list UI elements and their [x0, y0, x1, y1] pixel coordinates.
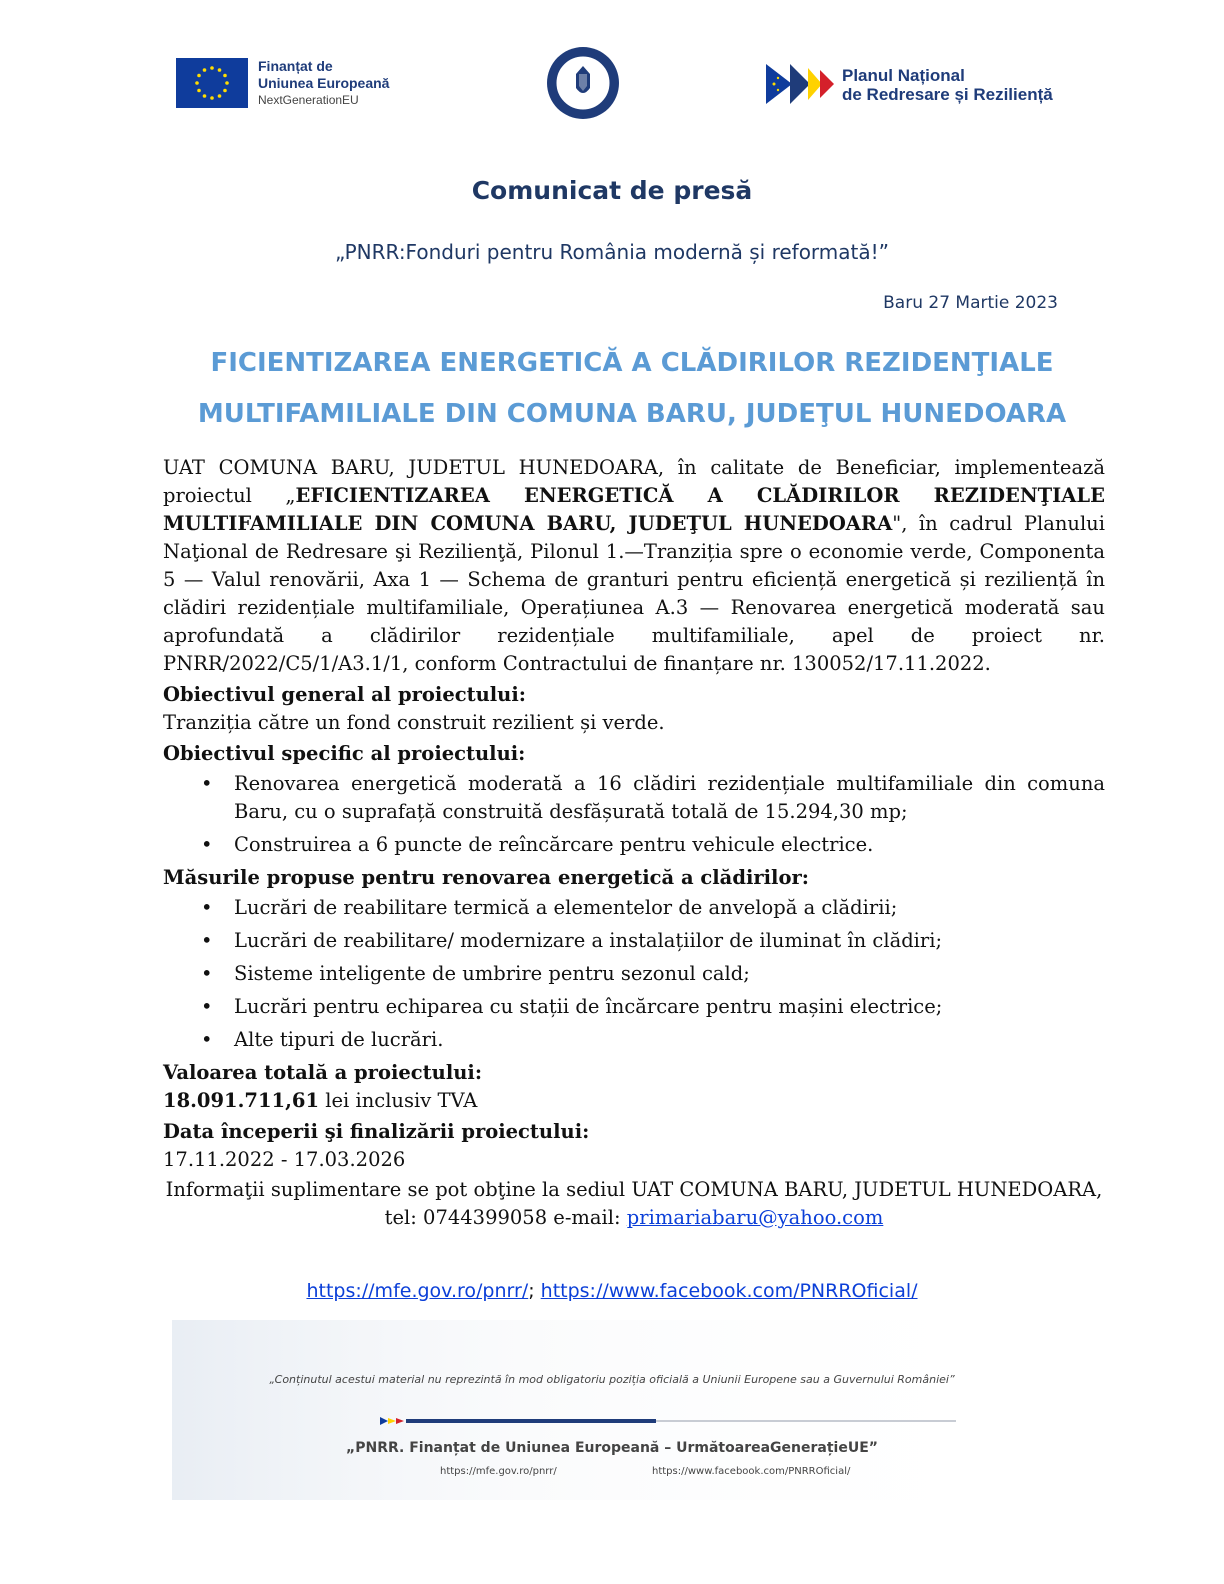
official-links [0, 1280, 1224, 1302]
bullet-icon: • [201, 833, 213, 856]
project-dates: 17.11.2022 - 17.03.2026 [163, 1148, 406, 1171]
eu-star-icon [195, 81, 199, 85]
dates-heading: Data începerii şi finalizării proiectului: [163, 1120, 590, 1143]
bullet-icon: • [201, 929, 213, 952]
pnrr-logo [766, 64, 836, 104]
eu-star-icon [225, 81, 229, 85]
total-value [163, 1087, 1105, 1115]
list-item: • Lucrări de reabilitare/ modernizare a instalațiilor de iluminat în clădiri; [234, 927, 1105, 955]
intro-part1: UAT COMUNA BARU, JUDETUL HUNEDOARA, în calitate de Beneficiar, implementează proiectul „ [163, 456, 1105, 507]
list-item: • Alte tipuri de lucrări. [234, 1026, 1105, 1054]
eu-line3: NextGenerationEU [258, 93, 359, 107]
total-value-heading: Valoarea totală a proiectului: [163, 1061, 483, 1084]
intro-part2: ", în cadrul Planului Naţional de Redresare şi Rezilienţă, Pilonul 1.—Tranziția spre o economie verde, Componenta 5 — Valul renovării, Axa 1 — Schema de granturi pentru eficiență energetică și reziliență în clădiri rezidențiale multifamiliale, Operațiunea A.3 — Renovarea energetică moderată sau aprofundată a clădirilor rezidențiale multifamiliale, apel de proiect nr. PNRR/2022/C5/1/A3.1/1, conform Contractului de finanțare nr. 130052/17.11.2022. [163, 512, 1105, 675]
pnrr-line1: Planul Național [842, 66, 965, 85]
eu-star-icon [203, 68, 207, 72]
specific-objective-list [163, 770, 1105, 859]
list-item: • Renovarea energetică moderată a 16 clădiri rezidențiale multifamiliale din comuna Baru, cu o suprafață construită desfășurată totală de 15.294,30 mp; [201, 772, 1105, 823]
intro-project-name: EFICIENTIZAREA ENERGETICĂ A CLĂDIRILOR REZIDENŢIALE MULTIFAMILIALE DIN COMUNA BARU, JUDEŢUL HUNEDOARA [163, 484, 1105, 535]
bullet-icon: • [201, 896, 213, 919]
list-item: • Sisteme inteligente de umbrire pentru sezonul cald; [234, 960, 1105, 988]
project-headline [150, 338, 1114, 440]
press-slogan: „PNRR:Fonduri pentru România modernă și reformată!” [334, 240, 890, 264]
facebook-link[interactable]: https://www.facebook.com/PNRROficial/ [540, 1280, 918, 1302]
press-release-body [163, 454, 1105, 1232]
info-line: Informaţii suplimentare se pot obţine la sediul UAT COMUNA BARU, JUDETUL HUNEDOARA, [165, 1178, 1103, 1201]
eu-flag-logo [176, 58, 248, 108]
total-value-suffix: lei inclusiv TVA [319, 1089, 478, 1112]
eu-star-icon [203, 94, 207, 98]
eu-line2: Uniunea Europeană [258, 75, 390, 91]
eu-star-icon [223, 74, 227, 78]
eu-line1: Finanțat de [258, 58, 333, 74]
footer-disclaimer: „Conținutul acestui material nu reprezintă în mod obligatoriu poziția oficială a Uniunii Europene sau a Guvernului României” [269, 1373, 955, 1386]
eu-star-icon [210, 96, 214, 100]
general-objective-heading: Obiectivul general al proiectului: [163, 683, 526, 706]
bullet-icon: • [201, 772, 213, 795]
general-objective-text: Tranziția către un fond construit rezilient și verde. [163, 711, 665, 734]
romanian-government-seal [546, 46, 620, 120]
footer-facebook-link[interactable]: https://www.facebook.com/PNRROficial/ [652, 1466, 851, 1477]
list-item: • Construirea a 6 puncte de reîncărcare pentru vehicule electrice. [234, 831, 1105, 859]
eu-star-icon [197, 89, 201, 93]
email-link[interactable]: primariabaru@yahoo.com [626, 1206, 884, 1229]
footer-color-bar [380, 1410, 956, 1418]
contact-line [163, 1204, 1105, 1232]
bullet-icon: • [201, 1028, 213, 1051]
footer-slogan: „PNRR. Finanțat de Uniunea Europeană – UrmătoareaGenerațieUE” [346, 1440, 878, 1456]
eu-star-icon [223, 89, 227, 93]
specific-objective-heading: Obiectivul specific al proiectului: [163, 742, 526, 765]
contact-tel: tel: 0744399058 e-mail: [384, 1206, 627, 1229]
bullet-icon: • [201, 962, 213, 985]
eu-star-icon [210, 66, 214, 70]
total-value-amount: 18.091.711,61 [163, 1089, 320, 1112]
list-item: • Lucrări pentru echiparea cu stații de încărcare pentru mașini electrice; [234, 993, 1105, 1021]
mfe-link[interactable]: https://mfe.gov.ro/pnrr/ [306, 1280, 529, 1302]
eu-star-icon [197, 74, 201, 78]
pnrr-line2: de Redresare și Reziliență [842, 85, 1053, 104]
pnrr-label [842, 66, 1053, 104]
link-separator: ; [528, 1280, 541, 1302]
list-item: • Lucrări de reabilitare termică a elementelor de anvelopă a clădirii; [234, 894, 1105, 922]
footer-mfe-link[interactable]: https://mfe.gov.ro/pnrr/ [440, 1466, 557, 1477]
measures-list [163, 894, 1105, 1054]
eu-funding-label [258, 58, 389, 108]
eu-star-icon [218, 68, 222, 72]
eu-star-icon [218, 94, 222, 98]
headline-line1: FICIENTIZAREA ENERGETICĂ A CLĂDIRILOR REZIDENŢIALE [210, 348, 1054, 378]
intro-paragraph [163, 454, 1105, 678]
release-date: Baru 27 Martie 2023 [883, 293, 1058, 313]
headline-line2: MULTIFAMILIALE DIN COMUNA BARU, JUDEŢUL HUNEDOARA [197, 399, 1067, 429]
eu-stars-icon [176, 58, 248, 108]
bullet-icon: • [201, 995, 213, 1018]
page-title: Comunicat de presă [471, 176, 753, 205]
measures-heading: Măsurile propuse pentru renovarea energetică a clădirilor: [163, 866, 809, 889]
